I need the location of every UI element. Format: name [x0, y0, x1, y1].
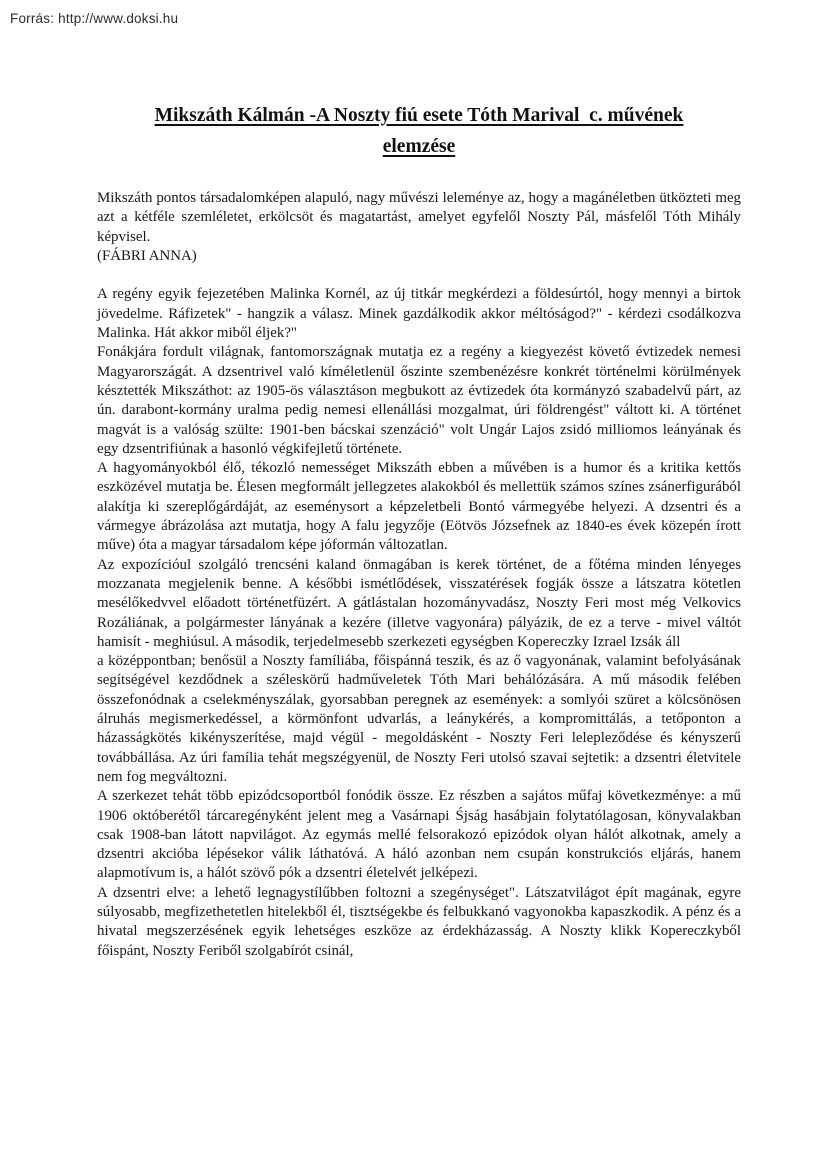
paragraph-epigraph: Mikszáth pontos társadalomképen alapuló, nagy művészi leleménye az, hogy a magánéletben ütközteti meg azt a kétféle szemléletet, erkölcsöt és magatartást, amelyet egyfelől Noszty Pál, másfelől Tóth Mihály képvisel.: [97, 190, 741, 245]
paragraph-spacer: [97, 266, 741, 285]
page-title: [97, 100, 741, 162]
paragraph: Az expozícióul szolgáló trencséni kaland önmagában is kerek történet, de a főtéma minden lényeges mozzanata megjelenik benne. A későbbi ismétlődések, visszatérések fogják össze a látszatra kötetlen mesélőkedvvel előadott történetfüzért. A gátlástalan hozományvadász, Noszty Feri most még Velkovics Rozáliának, a polgármester lányának a kezére (illetve vagyonára) pályázik, de ez a terve - mivel váltót hamisít - meghiúsul. A második, terjedelmesebb szerkezeti egységben Kopereczky Izrael Izsák áll: [97, 556, 741, 650]
source-url-line: Forrás: http://www.doksi.hu: [10, 11, 179, 26]
page-title-line-2: elemzése: [382, 136, 456, 157]
paragraph: A szerkezet tehát több epizódcsoportból fonódik össze. Ez részben a sajátos műfaj következménye: a mű 1906 októberétől tárcaregényként jelent meg a Vasárnapi Śjság hasábjain folytatólagosan, könyvalakban csak 1908-ban látott napvilágot. Az egymás mellé felsorakozó epizódok olyan hálót alkotnak, amely a dzsentri akcióba lépésekor válik láthatóvá. A háló azonban nem csupán konstrukciós eljárás, hanem alapmotívum is, a hálót szövő pók a dzsentri életelvét jelképezi.: [97, 788, 741, 882]
document-body: [97, 189, 741, 961]
paragraph: Fonákjára fordult világnak, fantomországnak mutatja ez a regény a kiegyezést követő évtizedek nemesi Magyarországát. A dzsentrivel való kíméletlenül őszinte szembenézésre konkrét történelmi körülmények késztették Mikszáthot: az 1905-ös választáson megbukott az évtizedek óta kormányzó szabadelvű párt, az ún. darabont-kormány uralma pedig nemesi ellenállási mozgalmat, úri földrengést" váltott ki. A történet magvát is a valóság szülte: 1901-ben bácskai szenzáció" volt Ungár Lajos zsidó milliomos leányának és egy dzsentrifiúnak a hasonló végkifejletű története.: [97, 344, 741, 457]
paragraph: A hagyományokból élő, tékozló nemességet Mikszáth ebben a művében is a humor és a kritika kettős eszközével mutatja be. Élesen megformált jellegzetes alakokból és mellettük számos színes zsánerfigurából alakítja ki szereplőgárdáját, az eseménysort a képzeletbeli Bontó vármegyébe helyezi. A dzsentri és a vármegye ábrázolása azt mutatja, hogy A falu jegyzője (Eötvös Józsefnek az 1840-es évek közepén írott műve) óta a magyar társadalom képe jóformán változatlan.: [97, 460, 741, 554]
paragraph-epigraph-attribution: (FÁBRI ANNA): [97, 247, 197, 264]
document-content: [97, 0, 741, 961]
paragraph: A regény egyik fejezetében Malinka Kornél, az új titkár megkérdezi a földesúrtól, hogy mennyi a birtok jövedelme. Ráfizetek" - hangzik a válasz. Minek gazdálkodik akkor méltóságod?" - kérdezi csodálkozva Malinka. Hát akkor miből éljek?": [97, 286, 741, 342]
paragraph: a középpontban; benősül a Noszty famíliába, főispánná teszik, és az ő vagyonának, valamint befolyásának segítségével kezdődnek a széleskörű hadműveletek Tóth Mari behálózására. A mű második felében összefonódnak a cselekményszálak, gyorsabban peregnek az események: a somlyói szüret a kölcsönösen álruhás megismerkedéssel, a körmönfont udvarlás, a leánykérés, a kompromittálás, a tetőponton a házasságkötés kikényszerítése, majd végül - megoldásként - Noszty Feri lelepleződése és kényszerű továbbállása. Az úri família tehát megszégyenül, de Noszty Feri utolsó szavai sejtetik: a dzsentri életvitele nem fog megváltozni.: [97, 653, 741, 785]
page-title-line-1: Mikszáth Kálmán -A Noszty fiú esete Tóth Marival c. művének: [154, 105, 684, 126]
paragraph: A dzsentri elve: a lehető legnagystílűbben foltozni a szegénységet". Látszatvilágot épít magának, egyre súlyosabb, megfizethetetlen hitelekből él, tisztségekbe és felbukkanó vagyonokba kapaszkodik. A pénz és a hivatal megszerzésének egyik lehetséges eszköze az érdekházasság. A Noszty klikk Kopereczkyből főispánt, Noszty Feriből szolgabírót csinál,: [97, 884, 741, 959]
